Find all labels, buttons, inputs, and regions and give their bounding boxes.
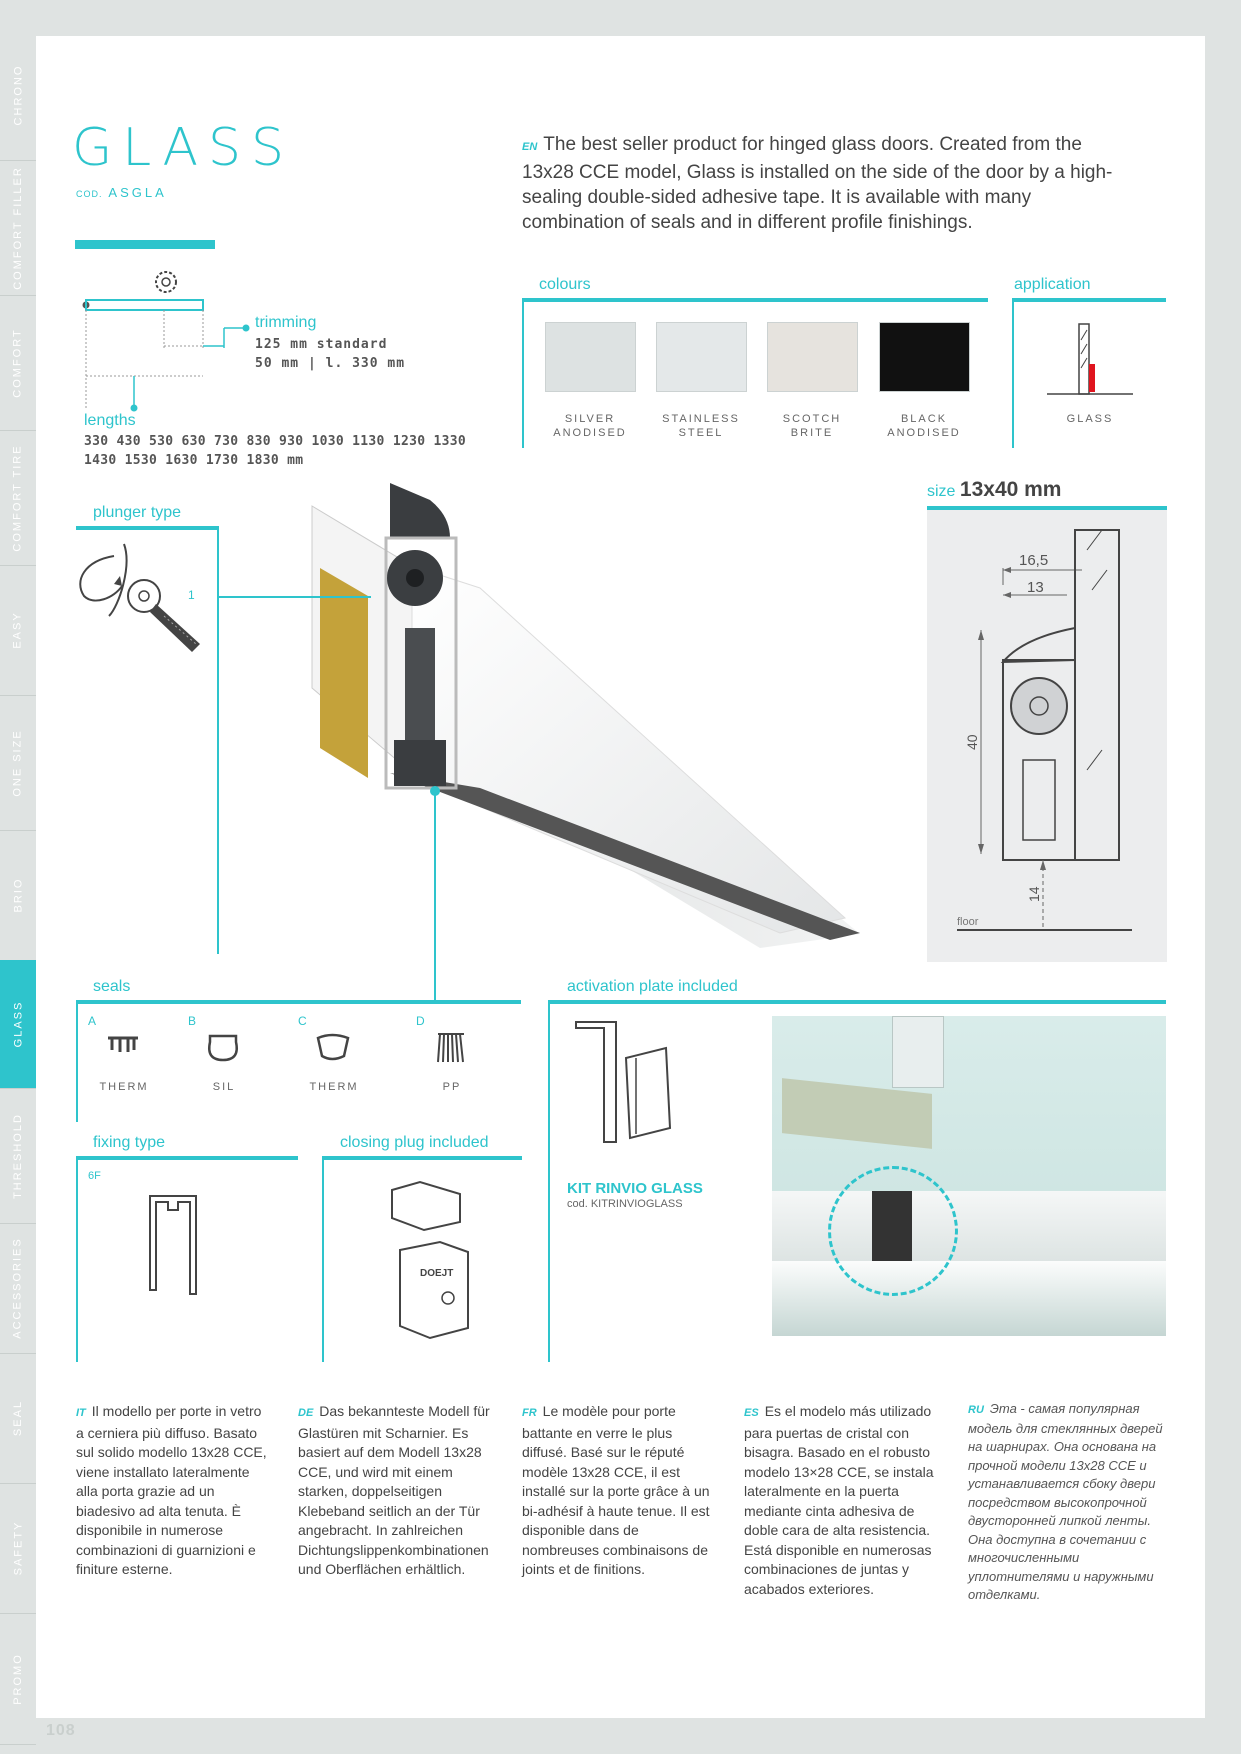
- seal-leader-dot: [430, 786, 440, 796]
- photo-wall-art: [782, 1078, 932, 1149]
- colour-swatch[interactable]: [656, 322, 747, 392]
- floor-label: floor: [957, 916, 979, 928]
- sidebar-tab-promo[interactable]: [0, 1613, 36, 1745]
- seal-therm-icon[interactable]: [312, 1030, 356, 1066]
- sidebar-tab-label: BRIO: [12, 877, 24, 913]
- sidebar-tab-threshold[interactable]: [0, 1088, 36, 1224]
- seal-sil-icon[interactable]: [202, 1030, 246, 1066]
- product-profile-render: [300, 478, 880, 948]
- activation-label: activation plate included: [567, 978, 738, 995]
- sidebar-tab-comfort-filler[interactable]: [0, 160, 36, 296]
- sidebar-tab-label: GLASS: [12, 1000, 24, 1048]
- colour-swatch-label: SILVER ANODISED: [553, 413, 627, 439]
- seal-letter: D: [416, 1014, 425, 1028]
- fixing-vline: [76, 1156, 78, 1362]
- plunger-rule: [76, 526, 218, 530]
- sidebar-tab-glass[interactable]: [0, 960, 36, 1089]
- seal-letter: B: [188, 1014, 197, 1028]
- fixing-rule: [76, 1156, 298, 1160]
- application-vline: [1012, 298, 1014, 448]
- sidebar-tab-label: ONE SIZE: [12, 728, 24, 797]
- plug-brand: DOEJT: [420, 1268, 454, 1279]
- plunger-number: 1: [188, 588, 195, 602]
- colours-rule: [522, 298, 988, 302]
- seal-name: PP: [442, 1081, 462, 1093]
- sidebar-tab-safety[interactable]: [0, 1483, 36, 1614]
- page-title: GLASS: [72, 118, 295, 178]
- size-title: size 13x40 mm: [927, 478, 1062, 501]
- sidebar-tab-one-size[interactable]: [0, 695, 36, 831]
- es-description: ES Es el modelo más utilizado para puertas de cristal con bisagra. Basado en el robusto modelo 13×28 CCE, se instala lateralmente en la puerta mediante cinta adhesiva de doble cara de alta resistencia. Está disponible en numerosas combinaciones de juntas y acabados exteriores.: [744, 1403, 934, 1597]
- section-drawing: [927, 510, 1167, 962]
- colour-swatch[interactable]: [879, 322, 970, 392]
- closing-rule: [322, 1156, 522, 1160]
- kit-code: cod. KITRINVIOGLASS: [567, 1198, 683, 1210]
- sidebar-tab-label: CHRONO: [12, 64, 25, 126]
- title-rule: [75, 240, 215, 249]
- trimming-label: trimming: [255, 314, 317, 331]
- seal-leader: [434, 790, 436, 1000]
- colour-swatch-label: BLACK ANODISED: [887, 413, 961, 439]
- sidebar-tab-accessories[interactable]: [0, 1223, 36, 1354]
- fr-description: FR Le modèle pour porte battante en verre le plus diffusé. Basé sur le réputé modèle 13x28 CCE, il est installé sur la porte grâce à un bi-adhésif à haute tenue. Il est disponible dans de nombreuses combinaisons de joints et de finitions.: [522, 1403, 710, 1577]
- sidebar-tab-label: COMFORT FILLER: [12, 165, 24, 290]
- de-description: DE Das bekannteste Modell für Glastüren mit Scharnier. Es basiert auf dem Modell 13x28 CCE, und wird mit einem starken, doppelseitigen Klebeband seitlich an der Tür angebracht. In zahlreichen Dichtungslippenkombinationen und Oberflächen erhältlich.: [298, 1403, 490, 1577]
- plunger-leader: [219, 596, 371, 598]
- sidebar-tab-brio[interactable]: [0, 830, 36, 961]
- dim-40: 40: [964, 734, 980, 750]
- sidebar-tab-seal[interactable]: [0, 1353, 36, 1484]
- seal-therm-icon[interactable]: [102, 1030, 146, 1066]
- ru-description: RU Эта - самая популярная модель для стеклянных дверей на шарнирах. Она основана на прочной модели 13x28 CCE и устанавливается сбоку двери посредством высокопрочной двусторонней липкой ленты. Она доступна в сочетании с многочисленными уплотнителями и наружными отделками.: [968, 1401, 1163, 1602]
- kit-name: KIT RINVIO GLASS: [567, 1180, 703, 1197]
- sidebar-tab-chrono[interactable]: [0, 30, 36, 161]
- fixing-code: 6F: [88, 1170, 101, 1182]
- dim-16-5: 16,5: [1019, 552, 1049, 569]
- plunger-vline: [217, 526, 219, 954]
- sidebar: [0, 0, 36, 1754]
- sidebar-tab-easy[interactable]: [0, 565, 36, 696]
- seals-vline: [76, 1000, 78, 1122]
- photo-highlight-circle: [828, 1166, 958, 1296]
- sidebar-tab-label: THRESHOLD: [12, 1112, 24, 1199]
- seal-name: THERM: [99, 1081, 149, 1093]
- size-drawing-panel: [927, 510, 1167, 962]
- sidebar-tab-label: PROMO: [12, 1652, 24, 1705]
- application-item: GLASS: [1066, 413, 1114, 425]
- sidebar-tab-label: COMFORT: [12, 327, 24, 398]
- closing-label: closing plug included: [340, 1134, 489, 1151]
- activation-vline: [548, 1000, 550, 1362]
- activation-rule: [548, 1000, 1166, 1004]
- colour-swatch[interactable]: [767, 322, 858, 392]
- sidebar-tab-label: SEAL: [12, 1399, 25, 1437]
- sidebar-tab-comfort-tire[interactable]: [0, 430, 36, 566]
- photo-door-hinge: [892, 1016, 944, 1088]
- en-description: EN The best seller product for hinged glass doors. Created from the 13x28 CCE model, Glass is installed on the side of the door by a high-sealing double-sided adhesive tape. It is available with many combination of seals and in different profile finishings.: [522, 134, 1113, 233]
- page-number: 108: [46, 1722, 76, 1739]
- plunger-label: plunger type: [93, 504, 182, 521]
- dim-14: 14: [1026, 886, 1042, 902]
- colours-label: colours: [539, 276, 591, 293]
- installation-photo: [772, 1016, 1166, 1336]
- colour-swatch[interactable]: [545, 322, 636, 392]
- activation-plate-icon: [566, 1018, 686, 1148]
- colour-swatch-label: STAINLESS STEEL: [662, 413, 740, 439]
- seal-pp-icon[interactable]: [430, 1030, 474, 1066]
- seal-letter: A: [88, 1014, 97, 1028]
- colours-vline: [522, 298, 524, 448]
- lengths-label: lengths: [84, 412, 136, 429]
- lengths-values: 330 430 530 630 730 830 930 1030 1130 1230 1330 1430 1530 1630 1730 1830 mm: [84, 434, 466, 468]
- seals-label: seals: [93, 978, 131, 995]
- sidebar-tab-label: COMFORT TIRE: [12, 443, 24, 552]
- application-rule: [1012, 298, 1166, 302]
- trimming-values: 125 mm standard 50 mm | l. 330 mm: [255, 337, 406, 371]
- it-description: IT Il modello per porte in vetro a cerniera più diffuso. Basato sul solido modello 13x28 CCE, viene installato lateralmente alla porta grazie ad un biadesivo ad alta tenuta. È disponibile in numerose combinazioni di guarnizioni e finiture esterne.: [76, 1403, 267, 1577]
- seal-name: THERM: [309, 1081, 359, 1093]
- application-label: application: [1014, 276, 1091, 293]
- product-code: COD. ASGLA: [76, 185, 167, 200]
- sidebar-tab-label: SAFETY: [12, 1520, 25, 1576]
- fixing-label: fixing type: [93, 1134, 166, 1151]
- glass-application-icon: [1045, 320, 1135, 400]
- closing-vline: [322, 1156, 324, 1362]
- sidebar-tab-comfort[interactable]: [0, 295, 36, 431]
- dim-13: 13: [1027, 579, 1044, 596]
- fixing-profile-icon: [140, 1190, 210, 1300]
- closing-plug-icon: [380, 1178, 500, 1348]
- seal-letter: C: [298, 1014, 307, 1028]
- sidebar-tab-label: EASY: [12, 611, 25, 649]
- seals-rule: [76, 1000, 521, 1004]
- seal-name: SIL: [212, 1081, 236, 1093]
- sidebar-tab-label: ACCESSORIES: [12, 1237, 24, 1339]
- colour-swatch-label: SCOTCH BRITE: [782, 413, 842, 439]
